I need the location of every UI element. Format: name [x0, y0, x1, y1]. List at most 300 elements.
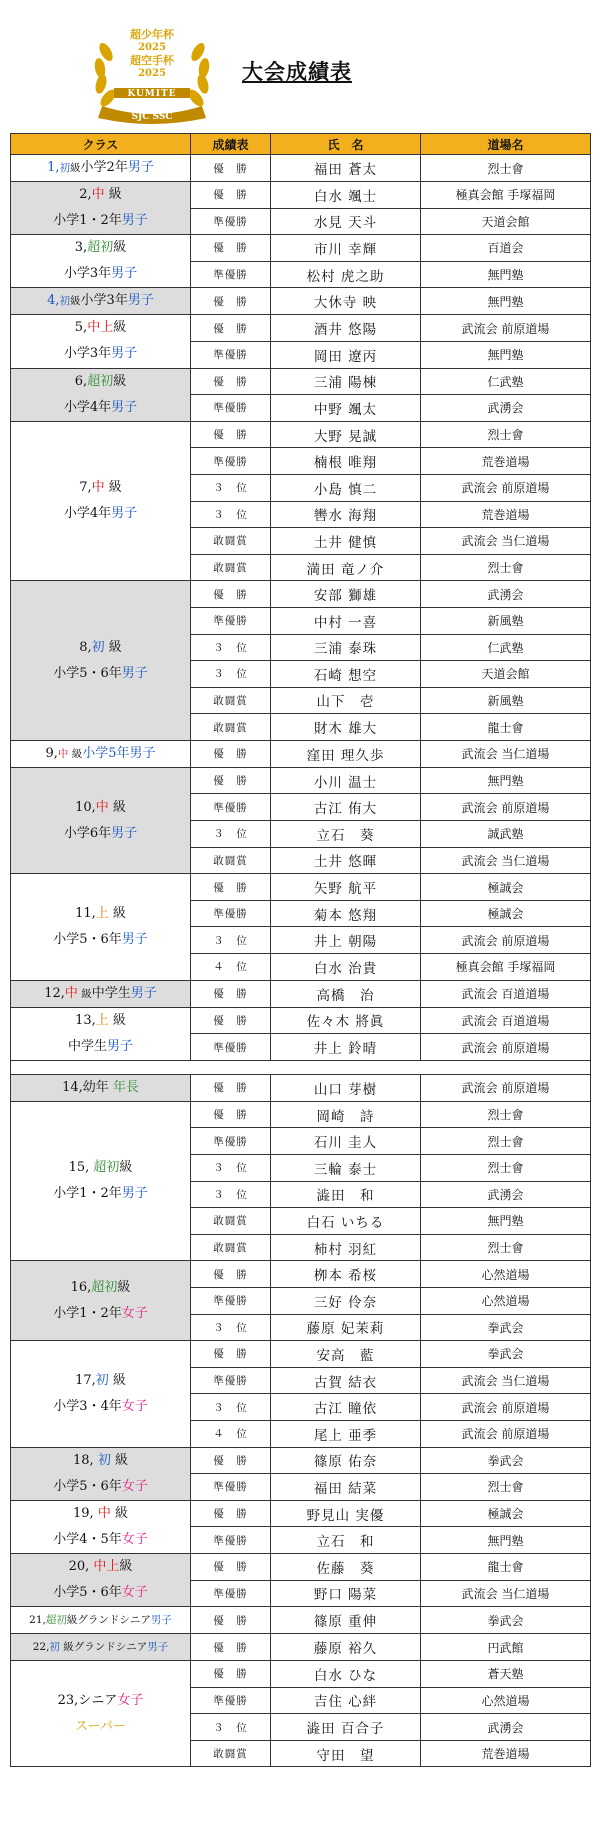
name-cell: 三浦 泰珠 [271, 634, 421, 661]
class-label-segment: 14,幼年 [62, 1079, 113, 1095]
class-label-segment: 初 [91, 639, 105, 655]
name-cell: 藤原 妃茉莉 [271, 1314, 421, 1341]
class-label-line [11, 315, 190, 341]
class-label-segment: 小学4年 [63, 399, 112, 415]
name-cell: 古賀 結衣 [271, 1367, 421, 1394]
class-label-segment: 男子 [111, 266, 138, 282]
class-label-segment: 級 [110, 1452, 128, 1468]
name-cell: 中村 一喜 [271, 607, 421, 634]
class-cell [11, 740, 191, 767]
class-label-segment: 級 [113, 373, 127, 389]
page-header [0, 0, 600, 133]
table-row [11, 1607, 591, 1634]
class-label-segment: 小学5・6年 [53, 1478, 122, 1494]
table-row [11, 1661, 591, 1688]
rank-cell: 準優勝 [191, 448, 271, 475]
class-label-segment: 小学3年 [63, 346, 112, 362]
class-label-segment: 9, [45, 745, 58, 761]
class-label-line [11, 208, 190, 234]
dojo-cell: 龍士會 [421, 714, 591, 741]
dojo-cell: 荒巻道場 [421, 448, 591, 475]
class-label-segment: 12, [44, 985, 65, 1001]
rank-cell: ３ 位 [191, 821, 271, 848]
dojo-cell: 天道会館 [421, 208, 591, 235]
name-cell: 満田 竜ノ介 [271, 554, 421, 581]
class-label-line [11, 1474, 190, 1500]
logo-banner: KUMITE [127, 89, 177, 99]
spacer-cell [11, 1060, 591, 1074]
rank-cell: 優 勝 [191, 980, 271, 1007]
class-label-segment: 小学1・2年 [53, 213, 122, 229]
class-cell [11, 980, 191, 1007]
dojo-cell: 極真会館 手塚福岡 [421, 182, 591, 209]
class-label-segment: 男子 [121, 213, 148, 229]
class-label-segment: 級 [108, 799, 126, 815]
dojo-cell: 烈士會 [421, 1101, 591, 1128]
rank-cell: 準優勝 [191, 1474, 271, 1501]
rank-cell: 優 勝 [191, 1607, 271, 1634]
rank-cell: 優 勝 [191, 767, 271, 794]
dojo-cell: 烈士會 [421, 1474, 591, 1501]
class-label-segment: 中 [57, 747, 69, 760]
class-label-segment: 中 [95, 799, 109, 815]
class-cell [11, 182, 191, 235]
class-label-line [11, 182, 190, 208]
rank-cell: 優 勝 [191, 1074, 271, 1101]
class-label-segment: 小学4・5年 [53, 1531, 122, 1547]
class-label-segment: 18, [73, 1452, 98, 1468]
class-label-segment: 3, [74, 240, 88, 256]
table-row [11, 1101, 591, 1128]
class-label-segment: 小学4年 [63, 506, 112, 522]
results-table [10, 133, 591, 1767]
dojo-cell: 武流会 前原道場 [421, 1034, 591, 1061]
dojo-cell: 新風塾 [421, 687, 591, 714]
name-cell: 岡崎 詩 [271, 1101, 421, 1128]
table-row [11, 368, 591, 395]
table-row [11, 1447, 591, 1474]
rank-cell: 優 勝 [191, 1500, 271, 1527]
class-label-segment: 中 [97, 1505, 111, 1521]
rank-cell: 優 勝 [191, 1341, 271, 1368]
dojo-cell: 武流会 当仁道場 [421, 1367, 591, 1394]
rank-cell: 準優勝 [191, 900, 271, 927]
class-label-segment: 女子 [121, 1305, 148, 1321]
class-cell [11, 1261, 191, 1341]
class-label-segment: 級 [113, 240, 127, 256]
class-label-segment: 男子 [127, 293, 154, 309]
table-row [11, 1261, 591, 1288]
class-label-segment: 男子 [111, 346, 138, 362]
name-cell: 篠原 重伸 [271, 1607, 421, 1634]
class-label-segment: 小学3年 [63, 266, 112, 282]
class-label-segment: 男子 [127, 160, 154, 175]
class-cell [11, 235, 191, 288]
dojo-cell: 円武館 [421, 1634, 591, 1661]
class-label-segment: 級 [113, 320, 127, 336]
class-label-segment: 上 [95, 905, 109, 921]
class-label-line [11, 341, 190, 367]
name-cell: 土井 健慎 [271, 528, 421, 555]
name-cell: 大休寺 映 [271, 288, 421, 315]
name-cell: 井上 鈴晴 [271, 1034, 421, 1061]
class-label-line [11, 475, 190, 501]
class-label-segment: 22, [32, 1641, 50, 1654]
class-cell [11, 1661, 191, 1767]
dojo-cell: 極誠会 [421, 900, 591, 927]
dojo-cell: 武流会 前原道場 [421, 1074, 591, 1101]
rank-cell: ３ 位 [191, 474, 271, 501]
rank-cell: 準優勝 [191, 1527, 271, 1554]
dojo-cell: 烈士會 [421, 155, 591, 182]
table-header-row [11, 134, 591, 155]
class-label-line [11, 235, 190, 261]
dojo-cell: 武湧会 [421, 1714, 591, 1741]
table-row [11, 581, 591, 608]
rank-cell: ３ 位 [191, 1181, 271, 1208]
dojo-cell: 心然道場 [421, 1261, 591, 1288]
rank-cell: 準優勝 [191, 341, 271, 368]
rank-cell: ３ 位 [191, 927, 271, 954]
rank-cell: 準優勝 [191, 395, 271, 422]
name-cell: 安高 藍 [271, 1341, 421, 1368]
dojo-cell: 烈士會 [421, 1128, 591, 1155]
dojo-cell: 心然道場 [421, 1287, 591, 1314]
class-label-line [11, 1580, 190, 1606]
class-label-segment: 小学2年 [80, 160, 128, 175]
class-label-segment: 上 [95, 1012, 109, 1028]
class-label-segment: 級 [104, 639, 122, 655]
class-label-line [11, 795, 190, 821]
class-label-segment: 初 [97, 1452, 111, 1468]
class-cell [11, 1101, 191, 1261]
dojo-cell: 拳武会 [421, 1447, 591, 1474]
dojo-cell: 無門塾 [421, 341, 591, 368]
class-label-segment: 19, [73, 1505, 98, 1521]
class-cell [11, 155, 191, 182]
name-cell: 野見山 実優 [271, 1500, 421, 1527]
header-class: クラス [11, 134, 191, 155]
class-cell [11, 368, 191, 421]
dojo-cell: 武流会 当仁道場 [421, 1580, 591, 1607]
name-cell: 柿村 羽紅 [271, 1234, 421, 1261]
dojo-cell: 百道会 [421, 235, 591, 262]
class-cell [11, 1007, 191, 1060]
table-row [11, 874, 591, 901]
rank-cell: 敢闘賞 [191, 714, 271, 741]
table-row [11, 182, 591, 209]
name-cell: 水見 天斗 [271, 208, 421, 235]
name-cell: 栁本 希桜 [271, 1261, 421, 1288]
dojo-cell: 武流会 前原道場 [421, 927, 591, 954]
class-label-segment: 男子 [111, 506, 138, 522]
class-label-line [11, 1688, 190, 1714]
class-cell [11, 288, 191, 315]
class-label-line [11, 1448, 190, 1474]
dojo-cell: 武流会 前原道場 [421, 1420, 591, 1447]
class-cell [11, 1634, 191, 1661]
trophy-logo-icon [88, 22, 216, 126]
dojo-cell: 仁武塾 [421, 368, 591, 395]
dojo-cell: 武流会 当仁道場 [421, 528, 591, 555]
class-label-segment: 15, [68, 1160, 94, 1176]
class-label-line [11, 501, 190, 527]
rank-cell: 敢闘賞 [191, 847, 271, 874]
class-label-segment: 1, [47, 160, 60, 175]
table-row [11, 235, 591, 262]
name-cell: 尾上 亜季 [271, 1420, 421, 1447]
class-label-segment: 初 [59, 295, 71, 308]
class-label-segment: 中 [91, 187, 105, 203]
name-cell: 窪田 理久歩 [271, 740, 421, 767]
class-cell [11, 767, 191, 873]
class-label-segment: 小学5・6年 [53, 931, 122, 947]
page-title: 大会成績表 [242, 59, 352, 84]
class-label-segment: 級 [108, 1012, 126, 1028]
class-label-segment: 級 [104, 187, 122, 203]
class-cell [11, 315, 191, 368]
dojo-cell: 拳武会 [421, 1341, 591, 1368]
dojo-cell: 荒巻道場 [421, 501, 591, 528]
class-label-segment: 級 [110, 1505, 128, 1521]
class-label-line [11, 155, 190, 181]
rank-cell: 優 勝 [191, 315, 271, 342]
class-label-segment: 17, [75, 1372, 96, 1388]
rank-cell: 優 勝 [191, 182, 271, 209]
dojo-cell: 武流会 百道道場 [421, 980, 591, 1007]
class-label-segment: 女子 [121, 1531, 148, 1547]
rank-cell: ３ 位 [191, 1314, 271, 1341]
name-cell: 楠根 唯翔 [271, 448, 421, 475]
name-cell: 大野 晃誠 [271, 421, 421, 448]
dojo-cell: 烈士會 [421, 1234, 591, 1261]
name-cell: 市川 幸輝 [271, 235, 421, 262]
rank-cell: 優 勝 [191, 235, 271, 262]
name-cell: 山下 壱 [271, 687, 421, 714]
name-cell: 井上 朝陽 [271, 927, 421, 954]
name-cell: 財木 雄大 [271, 714, 421, 741]
name-cell: 佐藤 葵 [271, 1553, 421, 1580]
class-label-line [11, 369, 190, 395]
class-cell [11, 1553, 191, 1606]
class-label-segment: 年長 [112, 1079, 139, 1095]
rank-cell: 準優勝 [191, 1580, 271, 1607]
class-label-segment: 4, [47, 293, 60, 309]
class-label-line [11, 1155, 190, 1181]
name-cell: 澁田 百合子 [271, 1714, 421, 1741]
name-cell: 立石 葵 [271, 821, 421, 848]
class-label-segment: 20, [68, 1559, 94, 1574]
logo-ribbon: SJC SSC [131, 112, 173, 122]
table-row [11, 980, 591, 1007]
class-label-line [11, 635, 190, 661]
name-cell: 篠原 佑奈 [271, 1447, 421, 1474]
class-label-segment: 16, [70, 1279, 92, 1295]
class-label-line [11, 1607, 190, 1633]
name-cell: 吉住 心絆 [271, 1687, 421, 1714]
name-cell: 守田 望 [271, 1740, 421, 1767]
dojo-cell: 武流会 前原道場 [421, 1394, 591, 1421]
rank-cell: 優 勝 [191, 1101, 271, 1128]
name-cell: 岡田 遼丙 [271, 341, 421, 368]
name-cell: 福田 蒼太 [271, 155, 421, 182]
class-label-segment: 男子 [111, 399, 138, 415]
rank-cell: 優 勝 [191, 1634, 271, 1661]
dojo-cell: 無門塾 [421, 288, 591, 315]
class-label-line [11, 1527, 190, 1553]
header-name: 氏 名 [271, 134, 421, 155]
class-label-segment: 男子 [147, 1641, 169, 1654]
dojo-cell: 天道会館 [421, 661, 591, 688]
table-row [11, 315, 591, 342]
class-label-line [11, 288, 190, 314]
table-row [11, 1074, 591, 1101]
rank-cell: 敢闘賞 [191, 687, 271, 714]
class-label-segment: 超初 [91, 1279, 118, 1295]
class-label-segment: 小学1・2年 [53, 1305, 122, 1321]
rank-cell: 優 勝 [191, 1553, 271, 1580]
class-label-segment: 級 [104, 480, 122, 496]
spacer-row [11, 1060, 591, 1074]
rank-cell: 優 勝 [191, 421, 271, 448]
class-label-segment: 5, [74, 320, 88, 336]
class-label-line [11, 1075, 190, 1101]
logo-line3: 超空手杯 [130, 54, 174, 67]
class-label-segment: 2, [79, 187, 92, 203]
name-cell: 三好 伶奈 [271, 1287, 421, 1314]
class-cell [11, 581, 191, 741]
rank-cell: 優 勝 [191, 1661, 271, 1688]
table-row [11, 1634, 591, 1661]
table-row [11, 1500, 591, 1527]
class-label-segment: 初 [49, 1641, 60, 1654]
rank-cell: 準優勝 [191, 794, 271, 821]
name-cell: 酒井 悠陽 [271, 315, 421, 342]
rank-cell: 準優勝 [191, 1128, 271, 1155]
rank-cell: 敢闘賞 [191, 1208, 271, 1235]
class-label-segment: 小学5・6年 [53, 1585, 122, 1600]
dojo-cell: 極誠会 [421, 1500, 591, 1527]
dojo-cell: 武湧会 [421, 395, 591, 422]
logo-line4: 2025 [138, 68, 166, 79]
class-label-segment: 級 [68, 747, 83, 760]
class-label-segment: 13, [75, 1012, 96, 1028]
name-cell: 白石 いちる [271, 1208, 421, 1235]
name-cell: 小川 温士 [271, 767, 421, 794]
rank-cell: 優 勝 [191, 288, 271, 315]
class-label-segment: 超初 [87, 240, 114, 256]
class-label-segment: 初 [95, 1372, 109, 1388]
class-label-segment: スーパー [75, 1718, 126, 1734]
rank-cell: 敢闘賞 [191, 1234, 271, 1261]
name-cell: 三輪 泰士 [271, 1155, 421, 1182]
class-label-segment: 男子 [130, 985, 157, 1001]
class-label-line [11, 901, 190, 927]
class-label-segment: 超初 [93, 1160, 120, 1176]
rank-cell: ３ 位 [191, 634, 271, 661]
dojo-cell: 武流会 当仁道場 [421, 740, 591, 767]
class-label-line [11, 1008, 190, 1034]
dojo-cell: 武流会 当仁道場 [421, 847, 591, 874]
class-label-segment: 級 [119, 1559, 133, 1574]
rank-cell: 優 勝 [191, 740, 271, 767]
table-row [11, 421, 591, 448]
name-cell: 三浦 陽棟 [271, 368, 421, 395]
class-label-segment: 小学5・6年 [53, 665, 122, 681]
dojo-cell: 無門塾 [421, 1527, 591, 1554]
name-cell: 佐々木 將眞 [271, 1007, 421, 1034]
class-label-segment: 中上 [93, 1559, 120, 1574]
header-rank: 成績表 [191, 134, 271, 155]
dojo-cell: 心然道場 [421, 1687, 591, 1714]
rank-cell: ４ 位 [191, 1420, 271, 1447]
class-label-segment: 女子 [117, 1692, 144, 1708]
name-cell: 藤原 裕久 [271, 1634, 421, 1661]
rank-cell: ３ 位 [191, 1394, 271, 1421]
rank-cell: 準優勝 [191, 1287, 271, 1314]
class-label-segment: 級 [77, 987, 92, 1000]
table-row [11, 288, 591, 315]
class-label-segment: 小学3年 [80, 293, 128, 309]
class-label-line [11, 661, 190, 687]
rank-cell: 準優勝 [191, 261, 271, 288]
class-label-segment: 男子 [111, 825, 138, 841]
table-row [11, 740, 591, 767]
dojo-cell: 拳武会 [421, 1607, 591, 1634]
rank-cell: ３ 位 [191, 1714, 271, 1741]
class-label-line [11, 1181, 190, 1207]
name-cell: 安部 獅雄 [271, 581, 421, 608]
class-label-segment: 初 [59, 162, 71, 174]
rank-cell: ４ 位 [191, 954, 271, 981]
name-cell: 中野 颯太 [271, 395, 421, 422]
name-cell: 土井 悠暉 [271, 847, 421, 874]
rank-cell: 敢闘賞 [191, 528, 271, 555]
class-label-line [11, 1554, 190, 1580]
class-label-segment: 級グランドシニア [59, 1641, 148, 1654]
class-label-segment: 7, [79, 480, 92, 496]
class-label-segment: 6, [74, 373, 88, 389]
name-cell: 野口 陽菜 [271, 1580, 421, 1607]
name-cell: 矢野 航平 [271, 874, 421, 901]
class-label-segment: 21, [29, 1614, 46, 1627]
dojo-cell: 烈士會 [421, 1155, 591, 1182]
rank-cell: 優 勝 [191, 155, 271, 182]
class-label-line [11, 261, 190, 287]
dojo-cell: 無門塾 [421, 1208, 591, 1235]
rank-cell: 準優勝 [191, 1367, 271, 1394]
rank-cell: 準優勝 [191, 1034, 271, 1061]
rank-cell: ３ 位 [191, 1155, 271, 1182]
class-label-line [11, 1634, 190, 1660]
rank-cell: 準優勝 [191, 1687, 271, 1714]
dojo-cell: 武流会 前原道場 [421, 315, 591, 342]
class-label-segment: 超初 [87, 373, 114, 389]
name-cell: 古江 侑大 [271, 794, 421, 821]
class-label-line [11, 395, 190, 421]
class-label-line [11, 981, 190, 1007]
rank-cell: 優 勝 [191, 368, 271, 395]
class-label-line [11, 1275, 190, 1301]
dojo-cell: 烈士會 [421, 421, 591, 448]
class-cell [11, 874, 191, 980]
class-label-segment: 中学生 [67, 1038, 107, 1054]
table-row [11, 155, 591, 182]
class-label-segment: 8, [79, 639, 92, 655]
dojo-cell: 武湧会 [421, 1181, 591, 1208]
class-cell [11, 1341, 191, 1447]
class-cell [11, 1500, 191, 1553]
